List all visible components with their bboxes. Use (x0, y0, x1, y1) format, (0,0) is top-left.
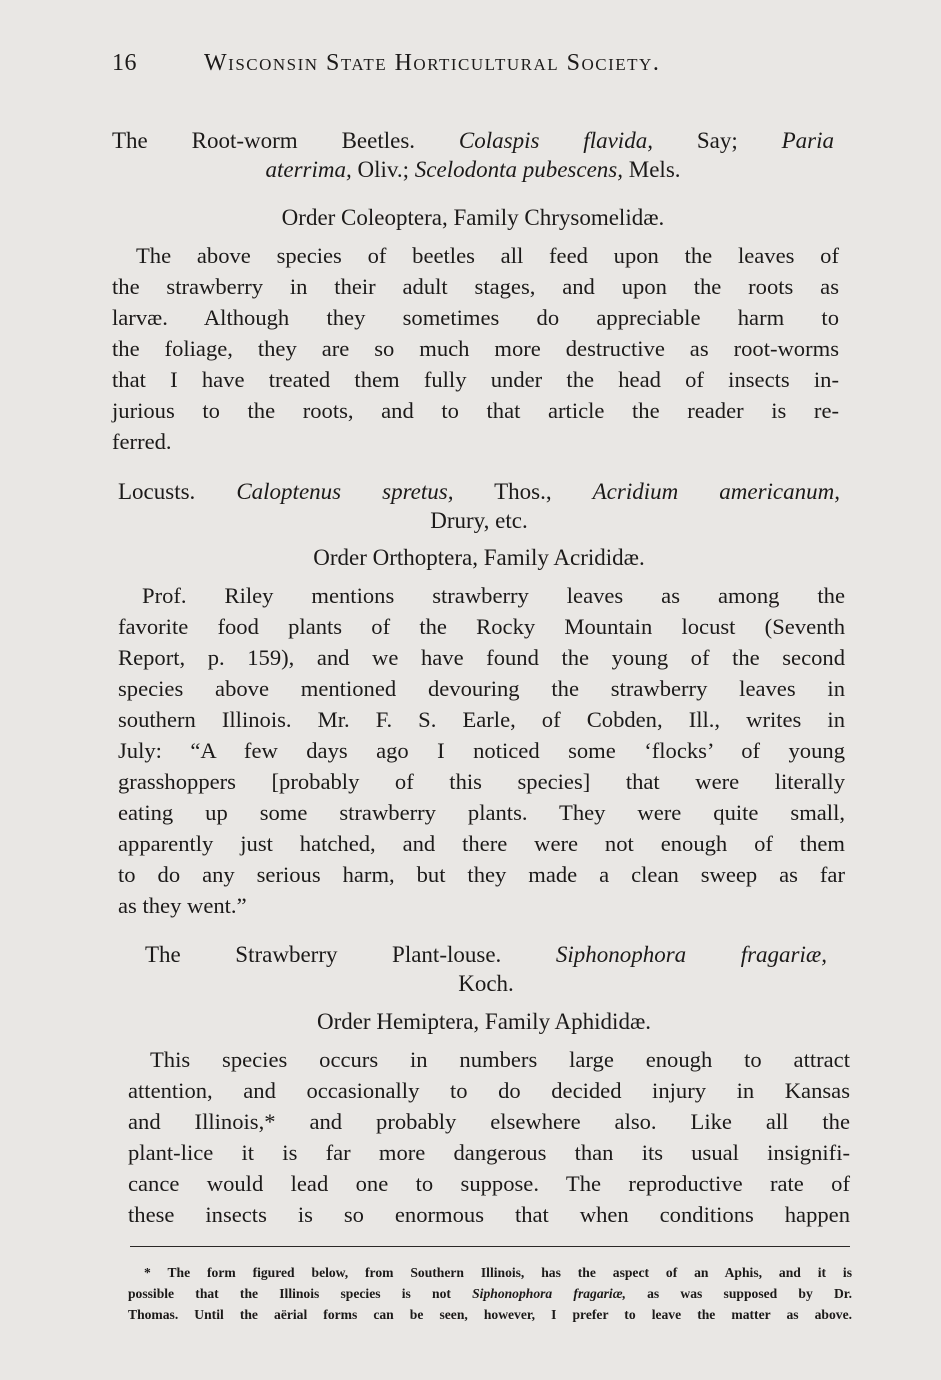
text-line: jurious to the roots, and to that article the reader is re- (112, 398, 839, 423)
text-line: cance would lead one to suppose. The reproductive rate of (128, 1171, 850, 1196)
text-line: attention, and occasionally to do decided injury in Kansas (128, 1078, 850, 1103)
footnote-line: possible that the Illinois species is not Siphonophora fragariæ, as was supposed by Dr. (128, 1286, 852, 1301)
species-name: Colaspis flavida, (458, 128, 653, 153)
running-title: Wisconsin State Horticultural Society. (204, 50, 661, 76)
text-line: and Illinois,* and probably elsewhere also. Like all the (128, 1109, 850, 1134)
heading-line: aterrima, Oliv.; Scelodonta pubescens, Mels. (265, 157, 681, 182)
footnote-rule (130, 1246, 850, 1247)
heading-line: The Root-worm Beetles. Colaspis flavida, Say; Paria (112, 128, 834, 153)
text-line: as they went.” (118, 893, 247, 918)
text-line: eating up some strawberry plants. They were quite small, (118, 800, 845, 825)
heading-line: Drury, etc. (430, 508, 528, 533)
footnote-line: Thomas. Until the aërial forms can be seen, however, I prefer to leave the matter as above. (128, 1307, 852, 1322)
species-name: Caloptenus spretus, (236, 479, 454, 504)
paragraph-root-worm-beetles (112, 240, 839, 457)
species-name: Scelodonta pubescens, (414, 157, 624, 182)
text-line: July: “A few days ago I noticed some ‘flocks’ of young (118, 738, 845, 763)
order-family-line: Order Coleoptera, Family Chrysomelidæ. (281, 205, 665, 230)
footnote-line: * The form figured below, from Southern Illinois, has the aspect of an Aphis, and it is (144, 1265, 852, 1280)
text-line: Report, p. 159), and we have found the young of the second (118, 645, 845, 670)
text-line: the strawberry in their adult stages, and upon the roots as (112, 274, 839, 299)
paragraph-plant-louse (128, 1044, 850, 1230)
text-line: larvæ. Although they sometimes do appreciable harm to (112, 305, 839, 330)
running-head (112, 50, 832, 77)
heading-line: Koch. (458, 971, 514, 996)
section-heading-plant-louse (145, 940, 827, 998)
text-line: plant-lice it is far more dangerous than its usual insignifi- (128, 1140, 850, 1165)
text-line: these insects is so enormous that when conditions happen (128, 1202, 850, 1227)
page-number: 16 (112, 50, 137, 76)
text-line: to do any serious harm, but they made a clean sweep as far (118, 862, 845, 887)
species-name: Paria (781, 128, 834, 153)
footnote (128, 1262, 852, 1325)
text-line: The above species of beetles all feed upon the leaves of (136, 243, 839, 268)
heading-line: The Strawberry Plant-louse. Siphonophora fragariæ, (145, 942, 827, 967)
species-name: aterrima, (265, 157, 352, 182)
text-line: the foliage, they are so much more destructive as root-worms (112, 336, 839, 361)
text-line: apparently just hatched, and there were not enough of them (118, 831, 845, 856)
text-line: ferred. (112, 429, 172, 454)
text-line: This species occurs in numbers large enough to attract (150, 1047, 850, 1072)
order-family-line: Order Orthoptera, Family Acrididæ. (313, 545, 645, 570)
section-heading-root-worm-beetles (112, 126, 834, 184)
text-line: that I have treated them fully under the head of insects in- (112, 367, 839, 392)
order-family-line: Order Hemiptera, Family Aphididæ. (316, 1009, 652, 1034)
paragraph-locusts (118, 580, 845, 921)
section-heading-locusts (118, 477, 840, 535)
species-name: Siphonophora fragariæ, (555, 942, 827, 967)
text-line: grasshoppers [probably of this species] that were literally (118, 769, 845, 794)
text-line: Prof. Riley mentions strawberry leaves as among the (142, 583, 845, 608)
text-line: favorite food plants of the Rocky Mountain locust (Seventh (118, 614, 845, 639)
heading-line: Locusts. Caloptenus spretus, Thos., Acridium americanum, (118, 479, 840, 504)
text-line: species above mentioned devouring the strawberry leaves in (118, 676, 845, 701)
text-line: southern Illinois. Mr. F. S. Earle, of Cobden, Ill., writes in (118, 707, 845, 732)
species-name: Acridium americanum, (592, 479, 840, 504)
species-name: Siphonophora fragariæ, (472, 1286, 626, 1301)
